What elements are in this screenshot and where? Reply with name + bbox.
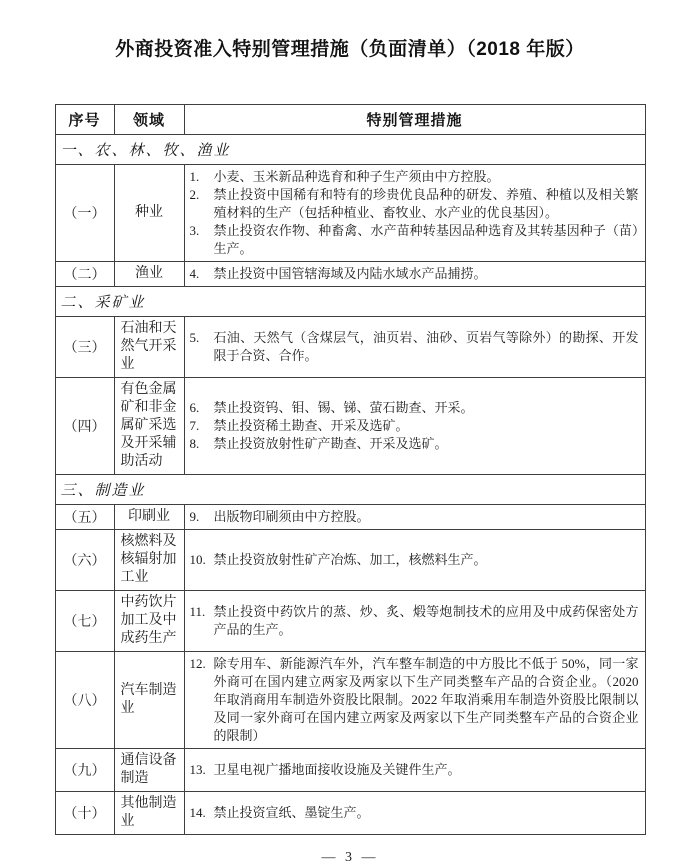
- field-cell: 有色金属矿和非金属矿采选及开采辅助活动: [114, 378, 184, 475]
- measure-item: [190, 265, 639, 283]
- measure-text: 禁止投资中国管辖海域及内陆水域水产品捕捞。: [213, 266, 487, 281]
- section-row-agriculture: [55, 135, 645, 165]
- measures-cell: [184, 165, 645, 262]
- section-row-mining: [55, 287, 645, 317]
- measure-number: 7.: [189, 418, 200, 433]
- serial-cell: （十）: [55, 792, 114, 835]
- measure-item: [190, 186, 639, 222]
- serial-cell: （八）: [55, 652, 114, 749]
- measures-cell: [184, 262, 645, 287]
- measure-text: 出版物印刷须由中方控股。: [213, 509, 370, 524]
- serial-cell: （九）: [55, 749, 114, 792]
- measure-number: 13.: [189, 762, 206, 777]
- measure-item: [190, 603, 639, 639]
- measure-item: [190, 222, 639, 258]
- measure-number: 14.: [189, 805, 206, 820]
- measure-text: 小麦、玉米新品种选育和种子生产须由中方控股。: [213, 169, 500, 184]
- measures-cell: [184, 652, 645, 749]
- table-header-row: [55, 105, 645, 135]
- section-row-manufacturing: [55, 475, 645, 505]
- page-number: — 3 —: [321, 850, 379, 865]
- measures-cell: [184, 530, 645, 591]
- measure-number: 11.: [189, 604, 206, 619]
- measure-text: 禁止投资宣纸、墨锭生产。: [213, 805, 370, 820]
- table-row: [55, 505, 645, 530]
- measures-cell: [184, 317, 645, 378]
- measures-cell: [184, 749, 645, 792]
- measure-item: [190, 761, 639, 779]
- table-row: [55, 262, 645, 287]
- measure-number: 4.: [189, 266, 200, 281]
- measure-text: 石油、天然气（含煤层气，油页岩、油砂、页岩气等除外）的勘探、开发限于合资、合作。: [213, 330, 639, 363]
- measure-item: [190, 435, 639, 453]
- section-label: 二、采矿业: [55, 287, 645, 317]
- table-row: [55, 792, 645, 835]
- measure-number: 10.: [189, 552, 206, 567]
- measure-text: 禁止投资钨、钼、锡、锑、萤石勘查、开采。: [213, 400, 474, 415]
- measure-text: 禁止投资放射性矿产勘查、开采及选矿。: [213, 436, 448, 451]
- measure-number: 1.: [189, 169, 200, 184]
- table-row: [55, 749, 645, 792]
- measure-text: 禁止投资中国稀有和特有的珍贵优良品种的研发、养殖、种植以及相关繁殖材料的生产（包括种植业、畜牧业、水产业的优良基因）。: [213, 187, 639, 220]
- measure-item: [190, 329, 639, 365]
- serial-cell: （二）: [55, 262, 114, 287]
- section-label: 三、制造业: [55, 475, 645, 505]
- column-header-field: 领域: [114, 105, 184, 135]
- serial-cell: （七）: [55, 591, 114, 652]
- column-header-measures: 特别管理措施: [184, 105, 645, 135]
- measures-cell: [184, 505, 645, 530]
- field-cell: 印刷业: [114, 505, 184, 530]
- field-cell: 汽车制造业: [114, 652, 184, 749]
- document-title: 外商投资准入特别管理措施（负面清单）（2018 年版）: [115, 39, 585, 60]
- measures-cell: [184, 792, 645, 835]
- measure-item: [190, 399, 639, 417]
- measure-item: [190, 508, 639, 526]
- column-header-serial: 序号: [55, 105, 114, 135]
- section-label: 一、农、林、牧、渔业: [55, 135, 645, 165]
- measure-number: 6.: [189, 400, 200, 415]
- negative-list-table: [55, 104, 646, 835]
- measure-number: 5.: [189, 330, 200, 345]
- measure-text: 除专用车、新能源汽车外，汽车整车制造的中方股比不低于 50%，同一家外商可在国内建立两家及两家以下生产同类整车产品的合资企业。（2020 年取消商用车制造外资股比限制。2022 年取消乘用车制造外资股比限制以及同一家外商可在国内建立两家及两家以下生产同类整车产品的合资企业的限制）: [213, 656, 639, 743]
- table-row: [55, 530, 645, 591]
- measure-item: [190, 417, 639, 435]
- field-cell: 核燃料及核辐射加工业: [114, 530, 184, 591]
- measure-number: 9.: [189, 509, 200, 524]
- field-cell: 通信设备制造: [114, 749, 184, 792]
- measure-item: [190, 655, 639, 745]
- measure-number: 8.: [189, 436, 200, 451]
- serial-cell: （一）: [55, 165, 114, 262]
- measure-text: 禁止投资放射性矿产冶炼、加工，核燃料生产。: [213, 552, 487, 567]
- measure-item: [190, 168, 639, 186]
- measure-text: 卫星电视广播地面接收设施及关键件生产。: [213, 762, 461, 777]
- measure-text: 禁止投资农作物、种畜禽、水产苗种转基因品种选育及其转基因种子（苗）生产。: [213, 223, 639, 256]
- measures-cell: [184, 378, 645, 475]
- table-row: [55, 378, 645, 475]
- measure-number: 3.: [189, 223, 200, 238]
- measures-cell: [184, 591, 645, 652]
- serial-cell: （四）: [55, 378, 114, 475]
- table-row: [55, 165, 645, 262]
- measure-text: 禁止投资中药饮片的蒸、炒、炙、煅等炮制技术的应用及中成药保密处方产品的生产。: [213, 604, 639, 637]
- field-cell: 石油和天然气开采业: [114, 317, 184, 378]
- serial-cell: （六）: [55, 530, 114, 591]
- table-row: [55, 652, 645, 749]
- table-row: [55, 317, 645, 378]
- field-cell: 渔业: [114, 262, 184, 287]
- measure-text: 禁止投资稀土勘查、开采及选矿。: [213, 418, 409, 433]
- serial-cell: （五）: [55, 505, 114, 530]
- measure-item: [190, 804, 639, 822]
- measure-number: 12.: [189, 656, 206, 671]
- measure-item: [190, 551, 639, 569]
- field-cell: 种业: [114, 165, 184, 262]
- table-row: [55, 591, 645, 652]
- field-cell: 其他制造业: [114, 792, 184, 835]
- serial-cell: （三）: [55, 317, 114, 378]
- field-cell: 中药饮片加工及中成药生产: [114, 591, 184, 652]
- measure-number: 2.: [189, 187, 200, 202]
